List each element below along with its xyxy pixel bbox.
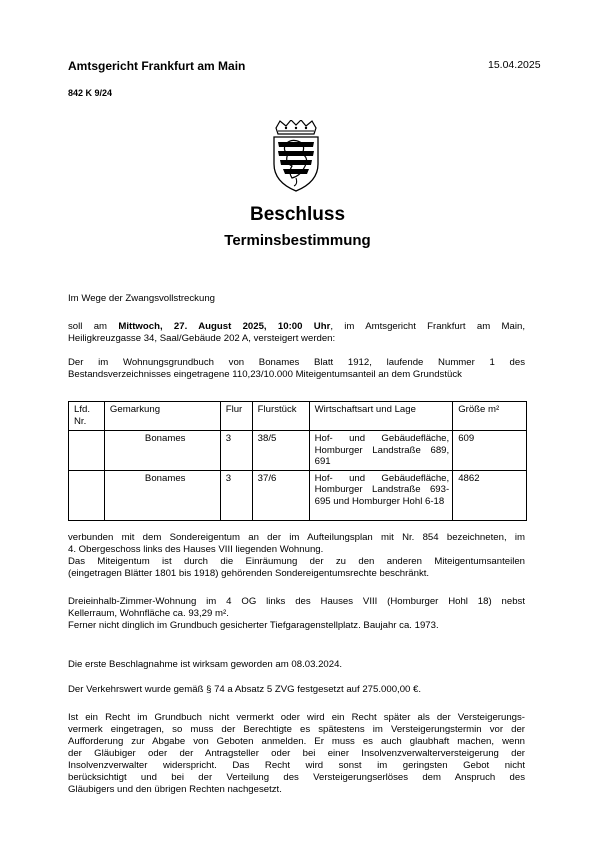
table-cell: Hof- und Gebäudefläche, Homburger Landstraße 693-695 und Homburger Hohl 6-18 [309,470,453,520]
intro-text: Im Wege der Zwangsvollstreckung [68,293,215,304]
table-row [69,470,527,520]
table-cell: 37/6 [252,470,309,520]
table-header-cell: Flurstück [252,402,309,431]
table-header-cell: Flur [220,402,252,431]
beschreibung-paragraph: Dreieinhalb-Zimmer-Wohnung im 4 OG links des Hauses VIII (Homburger Hohl 18) nebst Kellerraum, Wohnfläche ca. 93,29 m². Ferner nicht dinglich im Grundbuch gesicherter Tiefgaragenstellplatz. Baujahr ca. 1973. [68,596,525,631]
beschlagnahme-text: Die erste Beschlagnahme ist wirksam geworden am 08.03.2024. [68,659,343,670]
hinweis-paragraph: Ist ein Recht im Grundbuch nicht vermerkt oder wird ein Recht später als der Versteigerungs- vermerk eingetragen, so muss der Berechtigte es spätestens im Versteigerungstermin vor der Aufforderung zur Abgabe von Geboten anmelden. Er muss es auch glaubhaft machen, wenn der Gläubiger oder der Antragsteller oder bei einer Insolvenzverwalterversteigerung der Insolvenzverwalter widerspricht. Das Recht wird sonst im geringsten Gebot nicht berücksichtigt und bei der Verteilung des Versteigerungserlöses dem Anspruch des Gläubigers und den übrigen Rechten nachgesetzt. [68,712,525,795]
table-cell [69,470,105,520]
table-header-cell: Größe m² [453,402,527,431]
table-header-row [69,402,527,431]
document-date: 15.04.2025 [488,59,541,71]
property-table [68,401,527,521]
termin-paragraph: soll am Mittwoch, 27. August 2025, 10:00 Uhr, im Amtsgericht Frankfurt am Main, Heiligkreuzgasse 34, Saal/Gebäude 202 A, versteigert werden: [68,321,525,344]
verkehrswert-text: Der Verkehrswert wurde gemäß § 74 a Absatz 5 ZVG festgesetzt auf 275.000,00 €. [68,684,422,695]
document-title: Beschluss [249,204,346,225]
table-row [69,431,527,471]
document-subtitle: Terminsbestimmung [224,232,371,249]
table-header-cell: Wirtschaftsart und Lage [309,402,453,431]
hessen-coat-of-arms-icon [266,120,326,192]
table-cell: 38/5 [252,431,309,471]
table-cell: 609 [453,431,527,471]
sondereigentum-paragraph: verbunden mit dem Sondereigentum an der im Aufteilungsplan mit Nr. 854 bezeichneten, im 4. Obergeschoss links des Hauses VIII liegenden Wohnung. Das Miteigentum ist durch die Einräumung der zu den anderen Miteigentumsanteilen (eingetragen Blätter 1801 bis 1918) gehörenden Sondereigentumsrechte beschränkt. [68,532,525,579]
table-cell: Bonames [104,470,220,520]
table-header-cell: Gemarkung [104,402,220,431]
table-cell [69,431,105,471]
case-number: 842 K 9/24 [68,88,113,98]
grundbuch-paragraph: Der im Wohnungsgrundbuch von Bonames Blatt 1912, laufende Nummer 1 des Bestandsverzeichnisses eingetragene 110,23/10.000 Miteigentumsanteil an dem Grundstück [68,357,525,380]
table-cell: Hof- und Gebäudefläche, Homburger Landstraße 689, 691 [309,431,453,471]
court-name: Amtsgericht Frankfurt am Main [68,59,246,73]
termin-datetime: Mittwoch, 27. August 2025, 10:00 Uhr [118,321,331,332]
table-cell: Bonames [104,431,220,471]
table-cell: 3 [220,431,252,471]
table-cell: 4862 [453,470,527,520]
table-cell: 3 [220,470,252,520]
table-header-cell: Lfd. Nr. [69,402,105,431]
